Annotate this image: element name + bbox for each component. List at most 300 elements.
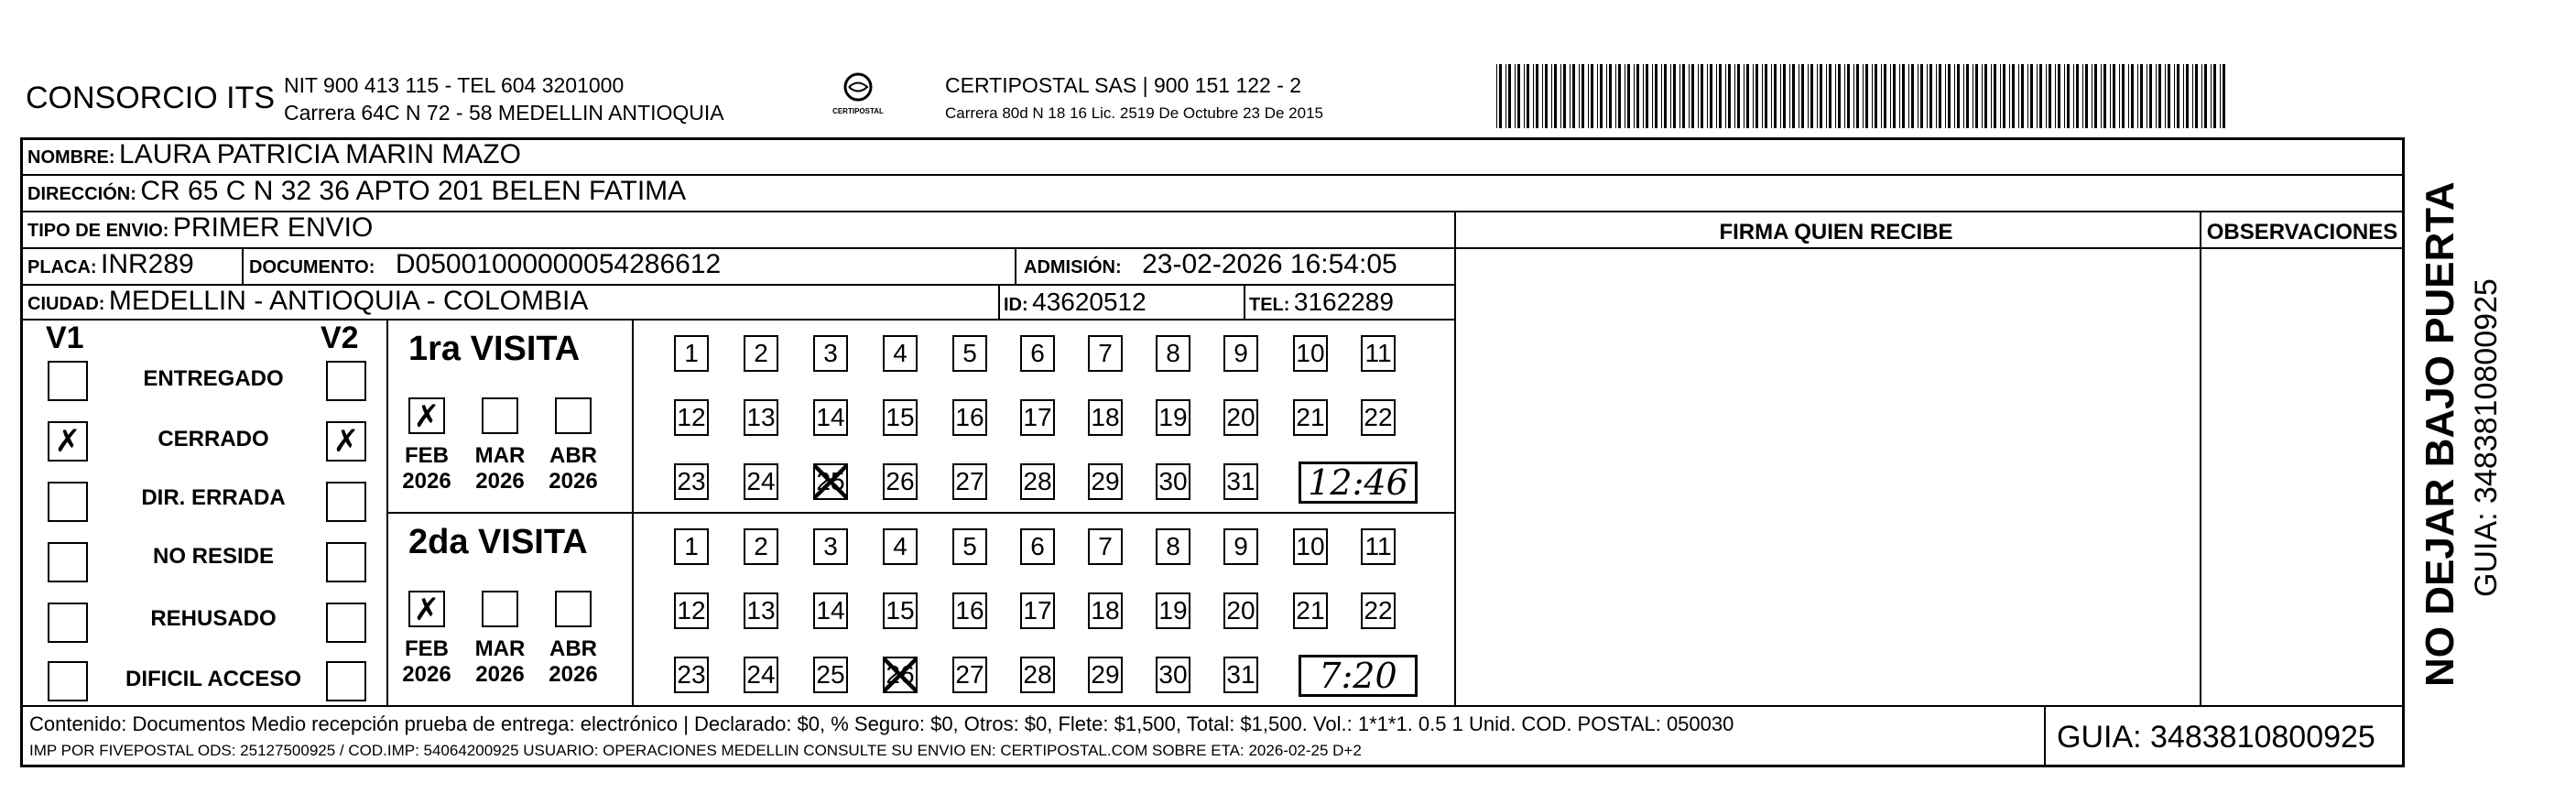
day-box[interactable]: 18 xyxy=(1088,592,1123,629)
barcode-bar xyxy=(1755,64,1758,128)
day-box[interactable]: 4 xyxy=(883,335,918,372)
barcode-bar xyxy=(2183,64,2184,128)
barcode-bar xyxy=(2039,64,2042,128)
barcode-bar xyxy=(1554,64,1557,128)
v2-header: V2 xyxy=(321,321,359,355)
direccion-label: DIRECCIÓN: xyxy=(27,184,136,204)
barcode-bar xyxy=(1780,64,1781,128)
documento-value: D05001000000054286612 xyxy=(395,249,722,279)
barcode-bar xyxy=(2140,64,2143,128)
barcode-bar xyxy=(1936,64,1937,128)
barcode-bar xyxy=(2101,64,2102,128)
barcode-bar xyxy=(1725,64,1726,128)
day-box[interactable]: 23 xyxy=(674,463,709,500)
v2-checkbox[interactable] xyxy=(326,661,366,701)
divider xyxy=(2044,705,2046,767)
barcode-bar xyxy=(1774,64,1777,128)
month-name: MAR xyxy=(474,636,526,661)
barcode-bar xyxy=(1865,64,1868,128)
day-box[interactable]: 16 xyxy=(952,592,987,629)
v2-checkbox[interactable] xyxy=(326,482,366,522)
barcode-bar xyxy=(1783,64,1786,128)
barcode-bar xyxy=(1606,64,1607,128)
barcode-bar xyxy=(1911,64,1914,128)
barcode-bar xyxy=(1508,64,1511,128)
barcode-bar xyxy=(1591,64,1593,128)
barcode-bar xyxy=(1863,64,1864,128)
month-name: ABR xyxy=(549,443,597,468)
v2-checkbox[interactable]: ✗ xyxy=(326,421,366,462)
day-box[interactable]: 2 xyxy=(744,335,778,372)
barcode-bar xyxy=(2220,64,2221,128)
barcode-bar xyxy=(2165,64,2166,128)
placa-row xyxy=(27,249,194,280)
barcode-bar xyxy=(2094,64,2097,128)
barcode-bar xyxy=(2049,64,2051,128)
day-box[interactable]: 22 xyxy=(1361,592,1396,629)
barcode-bar xyxy=(2177,64,2179,128)
ciudad-value: MEDELLIN - ANTIOQUIA - COLOMBIA xyxy=(108,286,589,316)
barcode-bar xyxy=(1551,64,1552,128)
barcode-bar xyxy=(1991,64,1992,128)
day-box[interactable]: 12 xyxy=(674,592,709,629)
documento-row xyxy=(249,249,721,280)
barcode-bar xyxy=(1838,64,1841,128)
barcode-bar xyxy=(1808,64,1809,128)
barcode-bar xyxy=(1643,64,1644,128)
day-box[interactable]: 14 xyxy=(813,592,848,629)
day-box[interactable]: 21 xyxy=(1293,592,1328,629)
divider xyxy=(20,211,2405,212)
certipostal-logo xyxy=(826,71,890,126)
barcode-bar xyxy=(1710,64,1712,128)
barcode-bar xyxy=(1920,64,1923,128)
barcode-bar xyxy=(1789,64,1790,128)
certipostal-line2: Carrera 80d N 18 16 Lic. 2519 De Octubre 23 De 2015 xyxy=(945,104,1323,122)
barcode-bar xyxy=(1636,64,1639,128)
barcode-bar xyxy=(1701,64,1703,128)
barcode xyxy=(1495,64,2227,128)
day-box[interactable]: 19 xyxy=(1156,399,1190,436)
barcode-bar xyxy=(2174,64,2175,128)
barcode-bar xyxy=(1533,64,1534,128)
barcode-bar xyxy=(2030,64,2033,128)
barcode-bar xyxy=(2213,64,2216,128)
barcode-bar xyxy=(2192,64,2193,128)
barcode-bar xyxy=(1994,64,1996,128)
month-year: 2026 xyxy=(549,662,598,687)
nombre-value: LAURA PATRICIA MARIN MAZO xyxy=(119,139,521,169)
barcode-bar xyxy=(1689,64,1690,128)
barcode-bar xyxy=(1581,64,1584,128)
placa-label: PLACA: xyxy=(27,257,97,277)
month-year: 2026 xyxy=(475,469,525,494)
barcode-bar xyxy=(1908,64,1909,128)
barcode-bar xyxy=(2018,64,2019,128)
month-checkbox[interactable] xyxy=(555,591,592,627)
barcode-bar xyxy=(1588,64,1589,128)
day-box[interactable]: 4 xyxy=(883,528,918,565)
barcode-bar xyxy=(2119,64,2120,128)
month-year: 2026 xyxy=(402,662,451,687)
tipo-value: PRIMER ENVIO xyxy=(172,212,374,243)
day-box[interactable]: 8 xyxy=(1156,335,1190,372)
divider xyxy=(20,705,2405,707)
day-box[interactable]: 26 xyxy=(883,657,918,693)
side-text xyxy=(2418,174,2527,687)
day-box[interactable]: 13 xyxy=(744,592,778,629)
visit-time: 12:46 xyxy=(1299,462,1418,504)
barcode-bar xyxy=(1597,64,1598,128)
tipo-label: TIPO DE ENVIO: xyxy=(27,221,169,241)
barcode-bar xyxy=(2204,64,2207,128)
documento-label: DOCUMENTO: xyxy=(249,257,375,277)
barcode-bar xyxy=(1881,64,1882,128)
barcode-bar xyxy=(1542,64,1543,128)
divider xyxy=(20,319,1456,321)
barcode-bar xyxy=(1496,64,1497,128)
day-box[interactable]: 10 xyxy=(1293,335,1328,372)
day-box[interactable]: 9 xyxy=(1223,528,1258,565)
barcode-bar xyxy=(1902,64,1905,128)
month-year: 2026 xyxy=(402,469,451,494)
day-box[interactable]: 14 xyxy=(813,399,848,436)
barcode-bar xyxy=(1890,64,1891,128)
day-box[interactable]: 1 xyxy=(674,528,709,565)
barcode-bar xyxy=(2055,64,2056,128)
barcode-bar xyxy=(2168,64,2170,128)
barcode-bar xyxy=(1579,64,1580,128)
month-checkbox[interactable] xyxy=(482,397,518,434)
barcode-bar xyxy=(1545,64,1548,128)
ciudad-row xyxy=(27,286,588,317)
day-box[interactable]: 31 xyxy=(1223,463,1258,500)
barcode-bar xyxy=(2128,64,2129,128)
day-box[interactable]: 11 xyxy=(1361,335,1396,372)
visit-title: 1ra VISITA xyxy=(408,330,581,368)
barcode-bar xyxy=(1856,64,1859,128)
day-box[interactable]: 23 xyxy=(674,657,709,693)
barcode-bar xyxy=(1524,64,1525,128)
barcode-bar xyxy=(2076,64,2079,128)
day-box[interactable]: 2 xyxy=(744,528,778,565)
barcode-bar xyxy=(2223,64,2225,128)
barcode-bar xyxy=(1945,64,1946,128)
day-box[interactable]: 9 xyxy=(1223,335,1258,372)
barcode-bar xyxy=(2149,64,2152,128)
barcode-bar xyxy=(2058,64,2060,128)
day-box[interactable]: 6 xyxy=(1020,528,1055,565)
month-year: 2026 xyxy=(549,469,598,494)
direccion-value: CR 65 C N 32 36 APTO 201 BELEN FATIMA xyxy=(140,176,687,206)
day-box[interactable]: 15 xyxy=(883,399,918,436)
month-checkbox[interactable]: ✗ xyxy=(408,397,445,434)
divider xyxy=(1015,247,1016,284)
barcode-bar xyxy=(1682,64,1685,128)
barcode-bar xyxy=(1499,64,1502,128)
admision-row xyxy=(1024,249,1397,280)
ciudad-label: CIUDAD: xyxy=(27,294,105,314)
status-label: ENTREGADO xyxy=(143,366,284,391)
barcode-bar xyxy=(1734,64,1735,128)
barcode-bar xyxy=(1627,64,1630,128)
barcode-bar xyxy=(2085,64,2088,128)
v2-checkbox[interactable] xyxy=(326,603,366,643)
barcode-bar xyxy=(2082,64,2083,128)
day-box[interactable]: 29 xyxy=(1088,657,1123,693)
v1-checkbox[interactable] xyxy=(48,482,88,522)
barcode-bar xyxy=(1820,64,1822,128)
barcode-bar xyxy=(1826,64,1827,128)
barcode-bar xyxy=(2021,64,2024,128)
barcode-bar xyxy=(2067,64,2070,128)
barcode-bar xyxy=(1698,64,1699,128)
footer-imp: IMP POR FIVEPOSTAL ODS: 25127500925 / COD.IMP: 54064200925 USUARIO: OPERACIONES MEDELLIN CONSULTE SU ENVIO EN: CERTIPOSTAL.COM SOBRE ETA: 2026-02-25 D+2 xyxy=(29,742,1362,759)
divider xyxy=(1244,284,1245,319)
nombre-label: NOMBRE: xyxy=(27,147,115,168)
observaciones-label: OBSERVACIONES xyxy=(2206,220,2398,244)
barcode-bar xyxy=(1746,64,1749,128)
barcode-bar xyxy=(1615,64,1616,128)
barcode-bar xyxy=(1618,64,1621,128)
barcode-bar xyxy=(1655,64,1658,128)
barcode-bar xyxy=(1737,64,1740,128)
barcode-bar xyxy=(1661,64,1662,128)
barcode-bar xyxy=(1560,64,1561,128)
barcode-bar xyxy=(1707,64,1708,128)
day-box[interactable]: 21 xyxy=(1293,399,1328,436)
barcode-bar xyxy=(2156,64,2157,128)
barcode-bar xyxy=(1670,64,1671,128)
day-box[interactable]: 3 xyxy=(813,335,848,372)
divider xyxy=(242,247,244,284)
visit-time: 7:20 xyxy=(1299,655,1418,697)
status-label: REHUSADO xyxy=(150,606,277,631)
observaciones-divider xyxy=(2200,211,2201,705)
barcode-bar xyxy=(2064,64,2065,128)
barcode-bar xyxy=(1835,64,1836,128)
barcode-bar xyxy=(1515,64,1516,128)
visit-title: 2da VISITA xyxy=(408,523,588,561)
nombre-row xyxy=(27,139,521,170)
day-box[interactable]: 25 xyxy=(813,657,848,693)
month-checkbox[interactable] xyxy=(555,397,592,434)
company-address: Carrera 64C N 72 - 58 MEDELLIN ANTIOQUIA xyxy=(284,101,724,125)
no-dejar-warning: NO DEJAR BAJO PUERTA xyxy=(2418,181,2462,687)
v1-checkbox[interactable]: ✗ xyxy=(48,421,88,462)
barcode-bar xyxy=(2000,64,2001,128)
barcode-bar xyxy=(1847,64,1850,128)
admision-label: ADMISIÓN: xyxy=(1024,257,1122,277)
logo-icon xyxy=(840,71,876,103)
day-box[interactable]: 1 xyxy=(674,335,709,372)
barcode-bar xyxy=(2201,64,2202,128)
month-checkbox[interactable] xyxy=(482,591,518,627)
day-box[interactable]: 22 xyxy=(1361,399,1396,436)
day-box[interactable]: 6 xyxy=(1020,335,1055,372)
day-box[interactable]: 20 xyxy=(1223,399,1258,436)
day-box[interactable]: 28 xyxy=(1020,657,1055,693)
barcode-bar xyxy=(2113,64,2115,128)
month-checkbox[interactable]: ✗ xyxy=(408,591,445,627)
barcode-bar xyxy=(1853,64,1854,128)
v2-checkbox[interactable] xyxy=(326,542,366,582)
firma-label: FIRMA QUIEN RECIBE xyxy=(1719,220,1953,244)
status-label: DIFICIL ACCESO xyxy=(125,667,301,691)
barcode-bar xyxy=(1517,64,1520,128)
barcode-bar xyxy=(1679,64,1680,128)
barcode-bar xyxy=(1691,64,1694,128)
barcode-bar xyxy=(1634,64,1635,128)
day-box[interactable]: 17 xyxy=(1020,399,1055,436)
barcode-bar xyxy=(2046,64,2047,128)
v1-checkbox[interactable] xyxy=(48,361,88,401)
barcode-bar xyxy=(1817,64,1818,128)
company-name: CONSORCIO ITS xyxy=(26,81,276,115)
day-box[interactable]: 16 xyxy=(952,399,987,436)
barcode-bar xyxy=(1975,64,1978,128)
barcode-bar xyxy=(1801,64,1804,128)
day-box[interactable]: 13 xyxy=(744,399,778,436)
v1-checkbox[interactable] xyxy=(48,661,88,701)
barcode-graphic xyxy=(1495,64,2227,128)
barcode-bar xyxy=(2122,64,2125,128)
barcode-bar xyxy=(1505,64,1506,128)
barcode-bar xyxy=(1664,64,1667,128)
barcode-bar xyxy=(1527,64,1529,128)
day-box[interactable]: 5 xyxy=(952,528,987,565)
barcode-bar xyxy=(1893,64,1896,128)
barcode-bar xyxy=(1609,64,1612,128)
day-box[interactable]: 7 xyxy=(1088,528,1123,565)
barcode-bar xyxy=(2073,64,2074,128)
barcode-bar xyxy=(1884,64,1886,128)
barcode-bar xyxy=(1810,64,1813,128)
barcode-bar xyxy=(1954,64,1955,128)
day-box[interactable]: 30 xyxy=(1156,657,1190,693)
day-box[interactable]: 5 xyxy=(952,335,987,372)
status-label: DIR. ERRADA xyxy=(141,485,286,510)
month-name: FEB xyxy=(405,443,449,468)
barcode-bar xyxy=(1829,64,1831,128)
month-name: MAR xyxy=(474,443,526,468)
barcode-bar xyxy=(1652,64,1653,128)
v1-header: V1 xyxy=(46,321,84,355)
barcode-bar xyxy=(1570,64,1571,128)
barcode-bar xyxy=(1929,64,1932,128)
barcode-bar xyxy=(1982,64,1983,128)
barcode-bar xyxy=(1957,64,1960,128)
day-box[interactable]: 17 xyxy=(1020,592,1055,629)
barcode-bar xyxy=(1600,64,1603,128)
footer-guia: GUIA: 3483810800925 xyxy=(2057,720,2375,755)
barcode-bar xyxy=(1765,64,1767,128)
day-box[interactable]: 30 xyxy=(1156,463,1190,500)
v2-checkbox[interactable] xyxy=(326,361,366,401)
day-box[interactable]: 29 xyxy=(1088,463,1123,500)
barcode-bar xyxy=(1572,64,1575,128)
admision-value: 23-02-2026 16:54:05 xyxy=(1142,249,1397,279)
day-box[interactable]: 26 xyxy=(883,463,918,500)
barcode-bar xyxy=(1744,64,1745,128)
barcode-bar xyxy=(2027,64,2028,128)
day-box[interactable]: 27 xyxy=(952,463,987,500)
id-value: 43620512 xyxy=(1032,288,1147,316)
nit-line: NIT 900 413 115 - TEL 604 3201000 xyxy=(284,73,625,97)
day-box[interactable]: 8 xyxy=(1156,528,1190,565)
direccion-row xyxy=(27,176,686,207)
barcode-bar xyxy=(1673,64,1676,128)
day-box[interactable]: 11 xyxy=(1361,528,1396,565)
day-box[interactable]: 20 xyxy=(1223,592,1258,629)
tipo-row xyxy=(27,212,373,244)
day-box[interactable]: 18 xyxy=(1088,399,1123,436)
month-name: ABR xyxy=(549,636,597,661)
certipostal-line1: CERTIPOSTAL SAS | 900 151 122 - 2 xyxy=(945,73,1302,97)
barcode-bar xyxy=(2158,64,2161,128)
tel-label: TEL: xyxy=(1249,295,1290,315)
divider xyxy=(998,284,1000,319)
day-box[interactable]: 25 xyxy=(813,463,848,500)
day-box[interactable]: 19 xyxy=(1156,592,1190,629)
day-box[interactable]: 12 xyxy=(674,399,709,436)
barcode-bar xyxy=(1899,64,1900,128)
day-box[interactable]: 24 xyxy=(744,657,778,693)
footer-contenido: Contenido: Documentos Medio recepción prueba de entrega: electrónico | Declarado: $0, % Seguro: $0, Otros: $0, Flete: $1,500, Total: $1,500. Vol.: 1*1*1. 0.5 1 Unid. COD. POSTAL: 050030 xyxy=(29,712,1734,735)
barcode-bar xyxy=(1728,64,1731,128)
placa-value: INR289 xyxy=(101,249,194,279)
barcode-bar xyxy=(1646,64,1648,128)
barcode-bar xyxy=(1792,64,1795,128)
barcode-bar xyxy=(1875,64,1877,128)
v1-checkbox[interactable] xyxy=(48,603,88,643)
day-box[interactable]: 31 xyxy=(1223,657,1258,693)
barcode-bar xyxy=(2186,64,2189,128)
day-box[interactable]: 24 xyxy=(744,463,778,500)
tel-row xyxy=(1249,288,1394,317)
barcode-bar xyxy=(1844,64,1845,128)
barcode-bar xyxy=(2103,64,2106,128)
barcode-bar xyxy=(1939,64,1941,128)
day-box[interactable]: 3 xyxy=(813,528,848,565)
barcode-bar xyxy=(1563,64,1566,128)
id-row xyxy=(1004,288,1147,317)
day-box[interactable]: 7 xyxy=(1088,335,1123,372)
v1-checkbox[interactable] xyxy=(48,542,88,582)
day-box[interactable]: 28 xyxy=(1020,463,1055,500)
barcode-bar xyxy=(1753,64,1754,128)
barcode-bar xyxy=(1872,64,1873,128)
month-name: FEB xyxy=(405,636,449,661)
day-box[interactable]: 27 xyxy=(952,657,987,693)
month-year: 2026 xyxy=(475,662,525,687)
barcode-bar xyxy=(2195,64,2198,128)
day-box[interactable]: 10 xyxy=(1293,528,1328,565)
id-label: ID: xyxy=(1004,295,1028,315)
barcode-bar xyxy=(2211,64,2212,128)
barcode-bar xyxy=(2137,64,2138,128)
status-label: NO RESIDE xyxy=(152,544,275,569)
day-box[interactable]: 15 xyxy=(883,592,918,629)
barcode-bar xyxy=(1762,64,1763,128)
barcode-bar xyxy=(1948,64,1951,128)
barcode-bar xyxy=(2003,64,2005,128)
barcode-bar xyxy=(1536,64,1538,128)
status-label: CERRADO xyxy=(158,427,269,451)
barcode-bar xyxy=(2009,64,2010,128)
tel-value: 3162289 xyxy=(1293,288,1394,316)
barcode-bar xyxy=(1716,64,1717,128)
